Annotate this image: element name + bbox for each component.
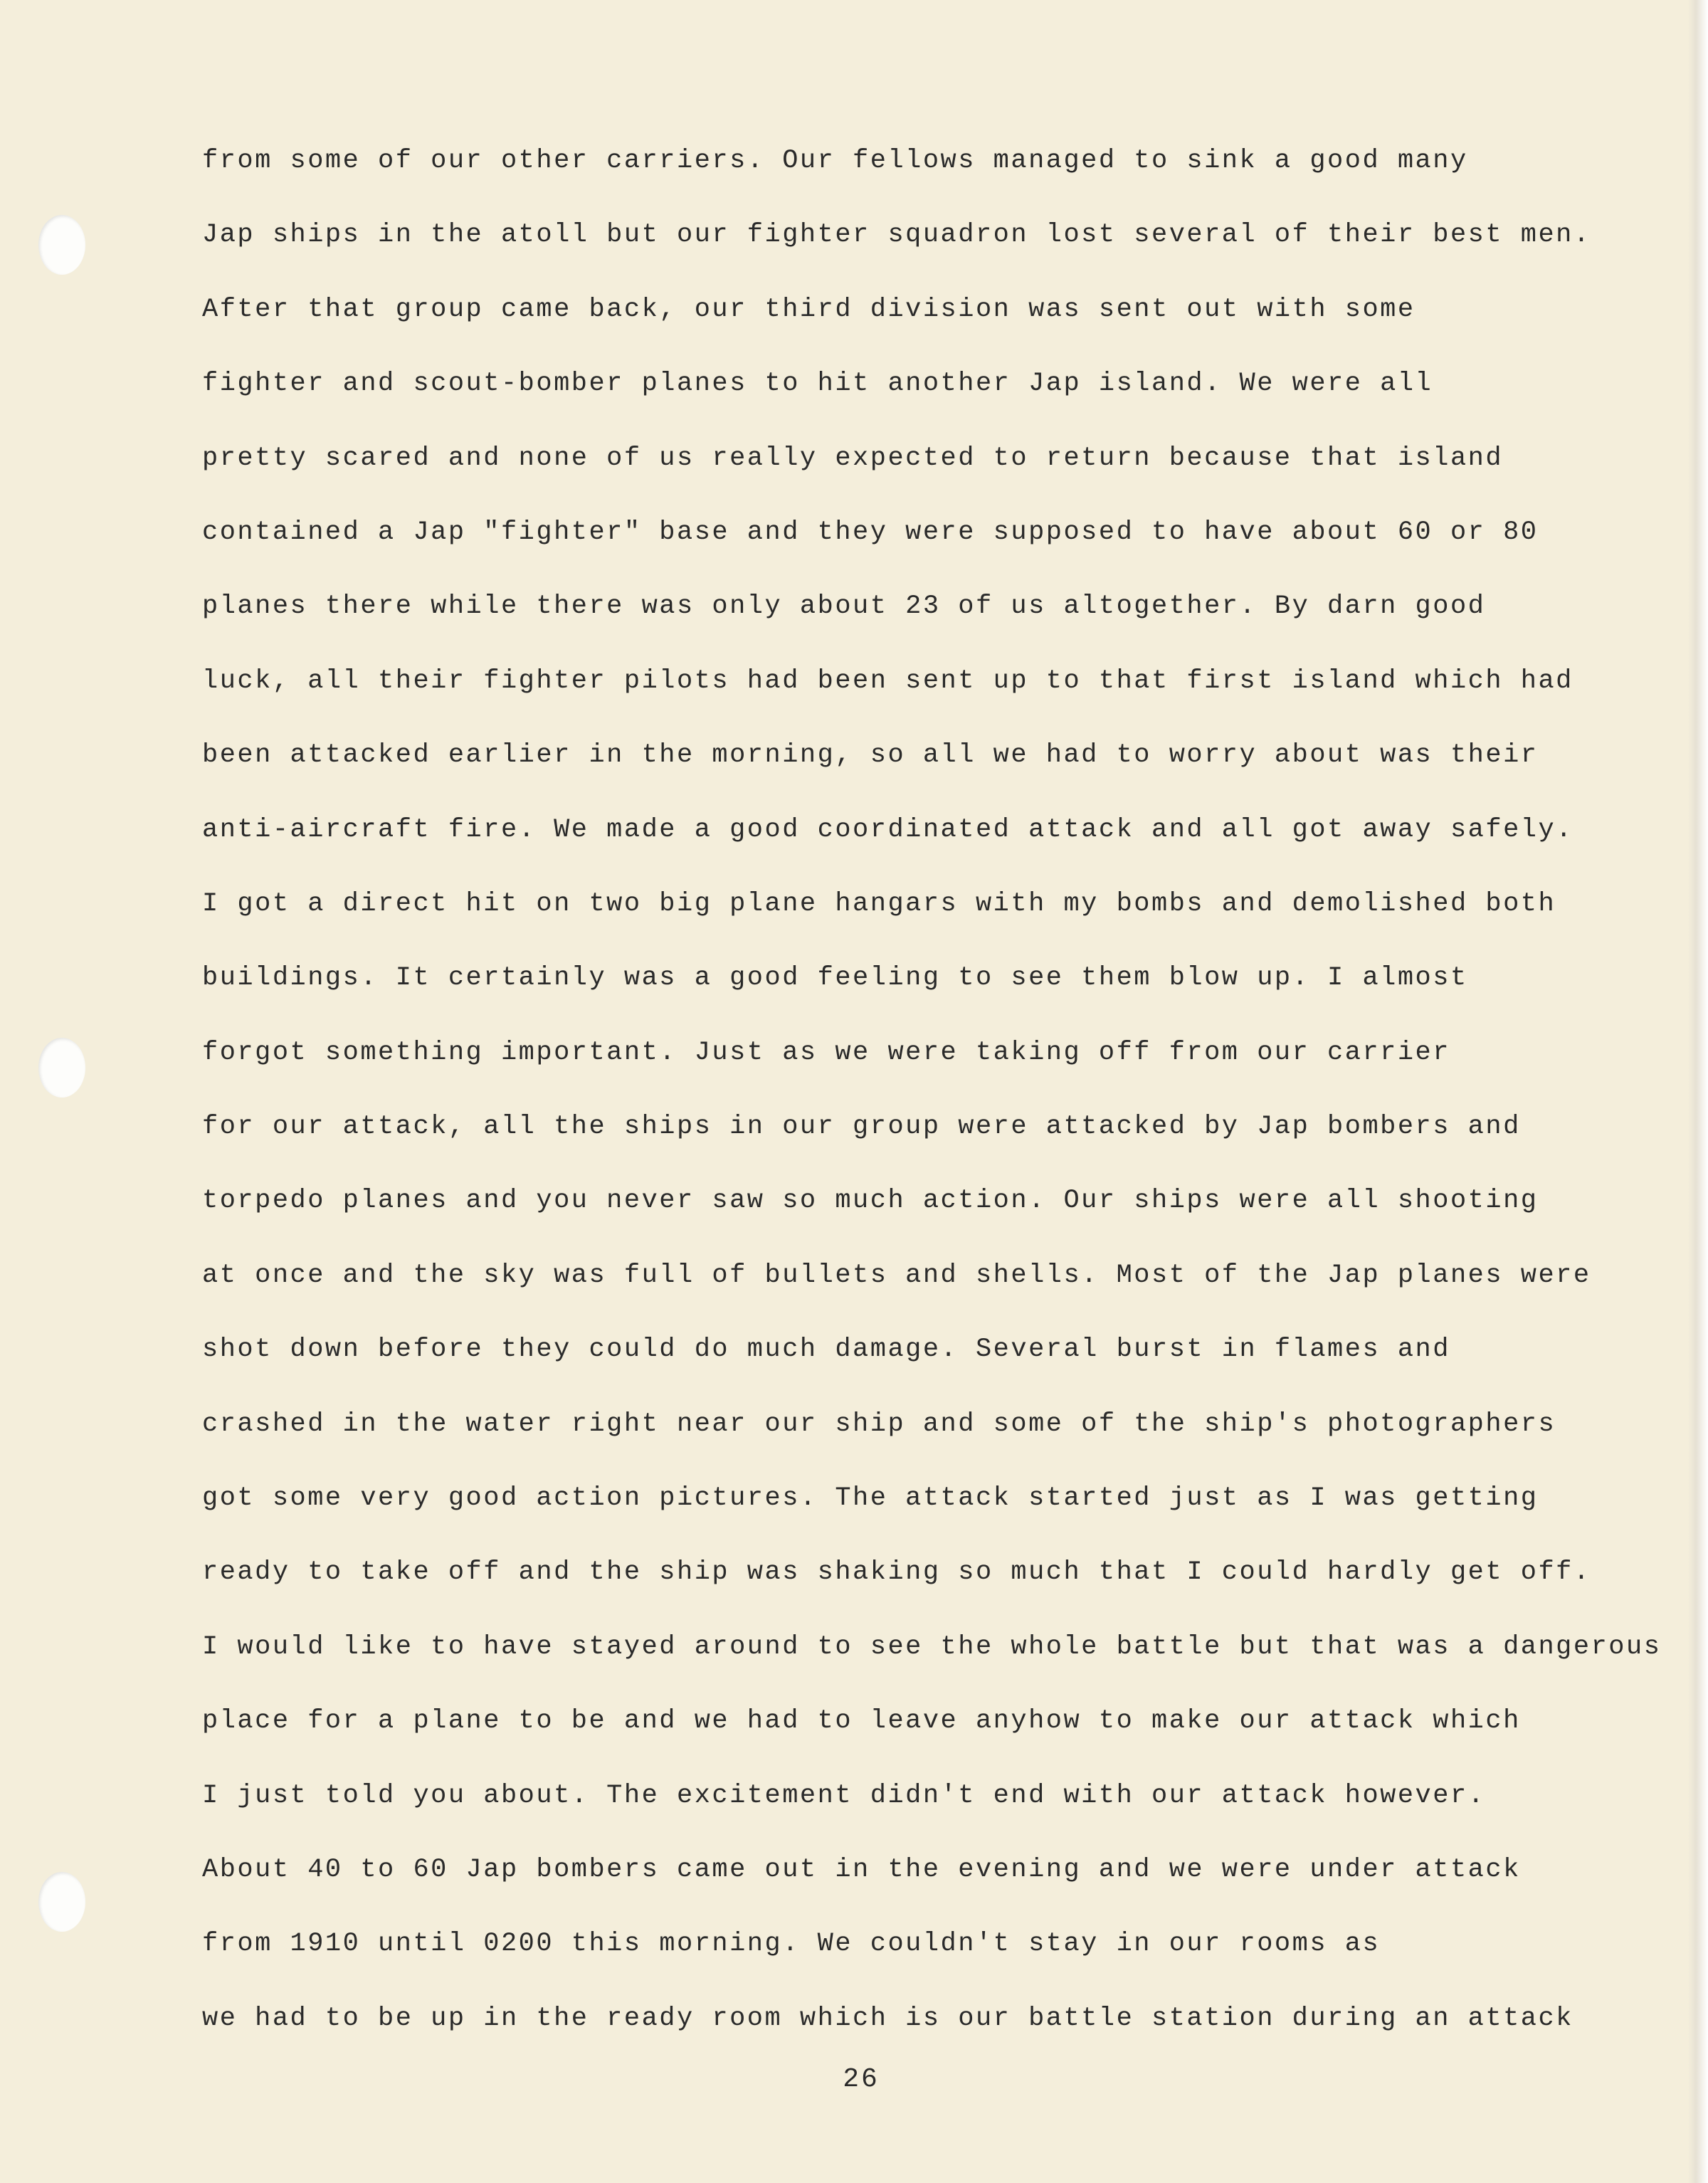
text-line: forgot something important. Just as we were taking off from our carrier	[202, 1037, 1450, 1068]
binder-hole-top	[38, 215, 85, 275]
text-line: luck, all their fighter pilots had been sent up to that first island which had	[202, 666, 1573, 696]
text-line: I got a direct hit on two big plane hangars with my bombs and demolished both	[202, 888, 1556, 919]
text-line: place for a plane to be and we had to leave anyhow to make our attack which	[202, 1706, 1521, 1737]
page-number: 26	[843, 2064, 880, 2095]
text-line: I would like to have stayed around to see the whole battle but that was a dangerous	[202, 1631, 1662, 1662]
text-line: got some very good action pictures. The attack started just as I was getting	[202, 1483, 1539, 1514]
text-line: we had to be up in the ready room which is our battle station during an attack	[202, 2003, 1573, 2034]
text-line: torpedo planes and you never saw so much action. Our ships were all shooting	[202, 1186, 1539, 1216]
binder-hole-bottom	[38, 1872, 85, 1932]
text-line: at once and the sky was full of bullets and shells. Most of the Jap planes were	[202, 1260, 1591, 1290]
text-line: buildings. It certainly was a good feeling to see them blow up. I almost	[202, 963, 1468, 994]
text-line: After that group came back, our third division was sent out with some	[202, 294, 1416, 325]
binder-hole-middle	[38, 1038, 85, 1098]
text-line: Jap ships in the atoll but our fighter squadron lost several of their best men.	[202, 220, 1591, 251]
page-edge	[1688, 0, 1708, 2183]
text-line: crashed in the water right near our ship and some of the ship's photographers	[202, 1409, 1556, 1439]
text-line: from 1910 until 0200 this morning. We couldn't stay in our rooms as	[202, 1929, 1381, 1960]
text-line: ready to take off and the ship was shaking so much that I could hardly get off.	[202, 1557, 1591, 1588]
letter-body	[202, 132, 1662, 2064]
text-line: About 40 to 60 Jap bombers came out in the evening and we were under attack	[202, 1854, 1521, 1885]
text-line: planes there while there was only about 23 of us altogether. By darn good	[202, 591, 1486, 622]
text-line: for our attack, all the ships in our group were attacked by Jap bombers and	[202, 1112, 1521, 1142]
text-line: contained a Jap "fighter" base and they were supposed to have about 60 or 80	[202, 517, 1539, 547]
text-line: fighter and scout-bomber planes to hit another Jap island. We were all	[202, 369, 1433, 399]
text-line: anti-aircraft fire. We made a good coordinated attack and all got away safely.	[202, 814, 1573, 845]
text-line: pretty scared and none of us really expected to return because that island	[202, 443, 1504, 473]
text-line: been attacked earlier in the morning, so all we had to worry about was their	[202, 740, 1539, 771]
text-line: shot down before they could do much damage. Several burst in flames and	[202, 1335, 1450, 1365]
text-line: I just told you about. The excitement didn't end with our attack however.	[202, 1780, 1486, 1811]
text-line: from some of our other carriers. Our fellows managed to sink a good many	[202, 146, 1468, 176]
